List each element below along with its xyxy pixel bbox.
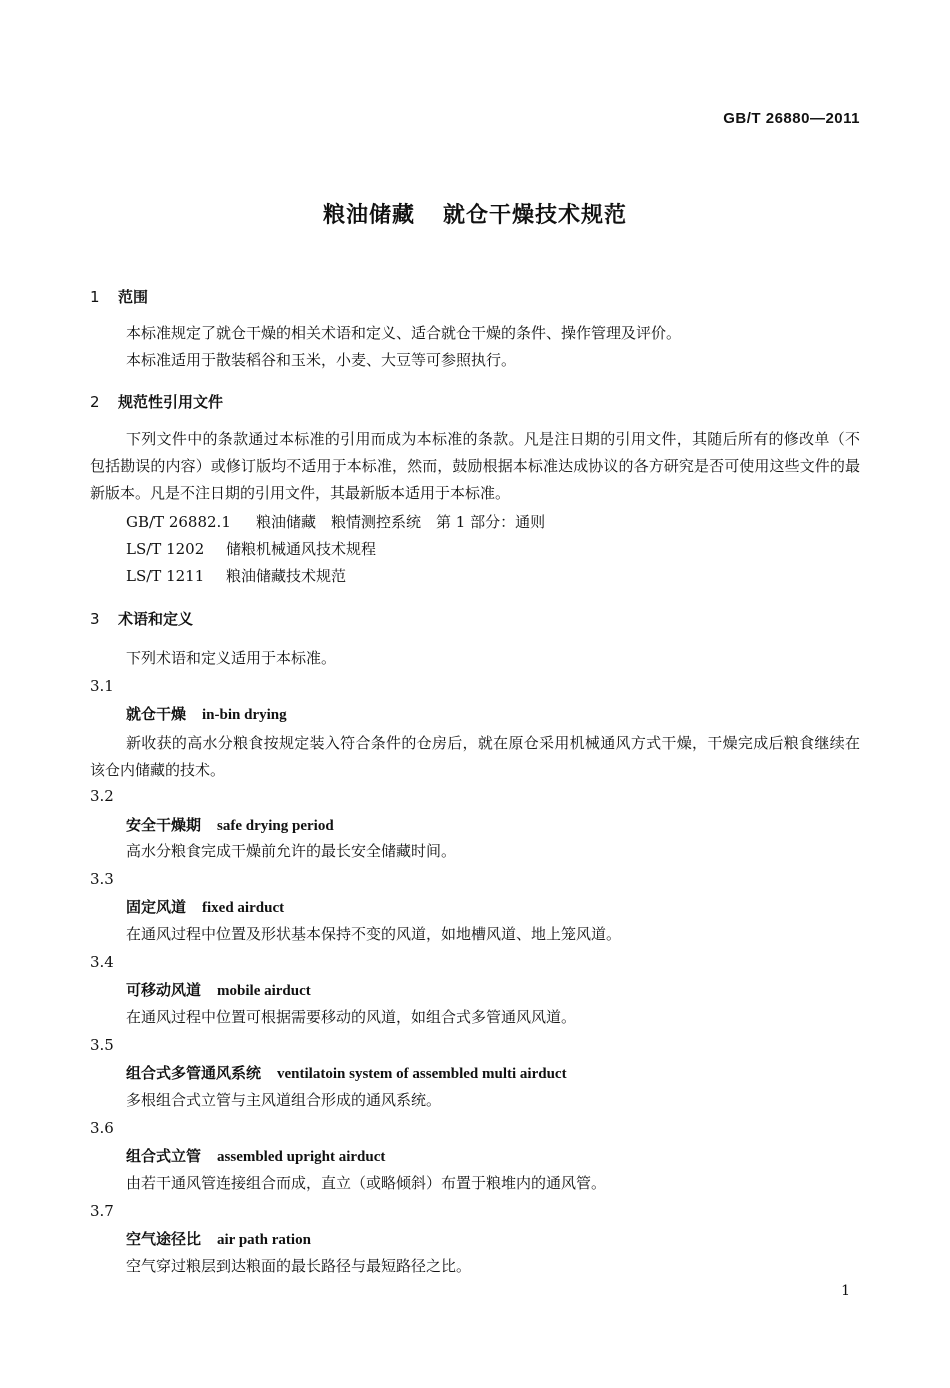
reference-item [126,509,545,536]
page-number: 1 [841,1283,850,1299]
reference-title: 储粮机械通风技术规程 [226,540,377,558]
term-en: safe drying period [217,818,334,834]
term-en: fixed airduct [202,900,285,916]
term-number: 3.5 [90,1036,114,1054]
title-part-2: 就仓干燥技术规范 [443,203,628,228]
term-en: air path ration [217,1232,311,1248]
term-number: 3.2 [90,787,114,805]
term-zh: 空气途径比 [126,1230,202,1248]
term-definition: 在通风过程中位置及形状基本保持不变的风道，如地槽风道、地上笼风道。 [126,925,622,943]
section-1-paragraph-2: 本标准适用于散装稻谷和玉米，小麦、大豆等可参照执行。 [126,351,517,369]
term-name [126,814,334,835]
reference-title: 粮油储藏技术规范 [226,567,347,585]
reference-code: LS/T 1202 [126,540,205,558]
term-zh: 组合式立管 [126,1147,202,1165]
term-en: ventilatoin system of assembled multi airduct [277,1066,567,1082]
reference-title: 粮油储藏 粮情测控系统 第 1 部分：通则 [256,513,546,531]
section-3-title: 术语和定义 [118,610,194,628]
term-name [126,1228,311,1249]
term-definition: 空气穿过粮层到达粮面的最长路径与最短路径之比。 [126,1257,472,1275]
term-number: 3.1 [90,677,114,695]
section-2-heading [90,391,223,412]
section-2-number: 2 [90,393,100,411]
term-en: assembled upright airduct [217,1149,386,1165]
section-3-intro: 下列术语和定义适用于本标准。 [126,649,337,667]
term-en: in-bin drying [202,707,287,723]
term-zh: 可移动风道 [126,981,202,999]
term-definition: 多根组合式立管与主风道组合形成的通风系统。 [126,1091,442,1109]
term-definition: 新收获的高水分粮食按规定装入符合条件的仓房后，就在原仓采用机械通风方式干燥，干燥完成后粮食继续在该仓内储藏的技术。 [90,734,860,779]
section-3-heading [90,608,193,629]
standard-code: GB/T 26880—2011 [723,110,860,127]
document-title [0,198,950,229]
term-name [126,1145,385,1166]
term-zh: 安全干燥期 [126,816,202,834]
section-3-number: 3 [90,610,100,628]
term-name [126,703,287,724]
term-zh: 就仓干燥 [126,705,187,723]
section-2-paragraph: 下列文件中的条款通过本标准的引用而成为本标准的条款。凡是注日期的引用文件，其随后所有的修改单（不包括勘误的内容）或修订版均不适用于本标准，然而，鼓励根据本标准达成协议的各方研究是否可使用这些文件的最新版本。凡是不注日期的引用文件，其最新版本适用于本标准。 [90,430,860,502]
reference-item [126,536,376,563]
term-name [126,979,311,1000]
term-zh: 组合式多管通风系统 [126,1064,262,1082]
reference-code: LS/T 1211 [126,567,205,585]
term-definition: 在通风过程中位置可根据需要移动的风道，如组合式多管通风风道。 [126,1008,577,1026]
section-1-paragraph-1: 本标准规定了就仓干燥的相关术语和定义、适合就仓干燥的条件、操作管理及评价。 [126,324,682,342]
term-name [126,1062,567,1083]
term-definition: 高水分粮食完成干燥前允许的最长安全储藏时间。 [126,842,457,860]
term-definition: 由若干通风管连接组合而成，直立（或略倾斜）布置于粮堆内的通风管。 [126,1174,607,1192]
title-part-1: 粮油储藏 [322,203,415,228]
reference-item [126,563,346,590]
section-1-heading [90,286,148,307]
section-1-number: 1 [90,288,100,306]
term-name [126,896,284,917]
term-en: mobile airduct [217,983,311,999]
term-zh: 固定风道 [126,898,187,916]
term-number: 3.7 [90,1202,114,1220]
term-number: 3.3 [90,870,114,888]
term-number: 3.4 [90,953,114,971]
term-number: 3.6 [90,1119,114,1137]
section-2-title: 规范性引用文件 [118,393,224,411]
section-1-title: 范围 [118,288,149,306]
reference-code: GB/T 26882.1 [126,513,231,531]
